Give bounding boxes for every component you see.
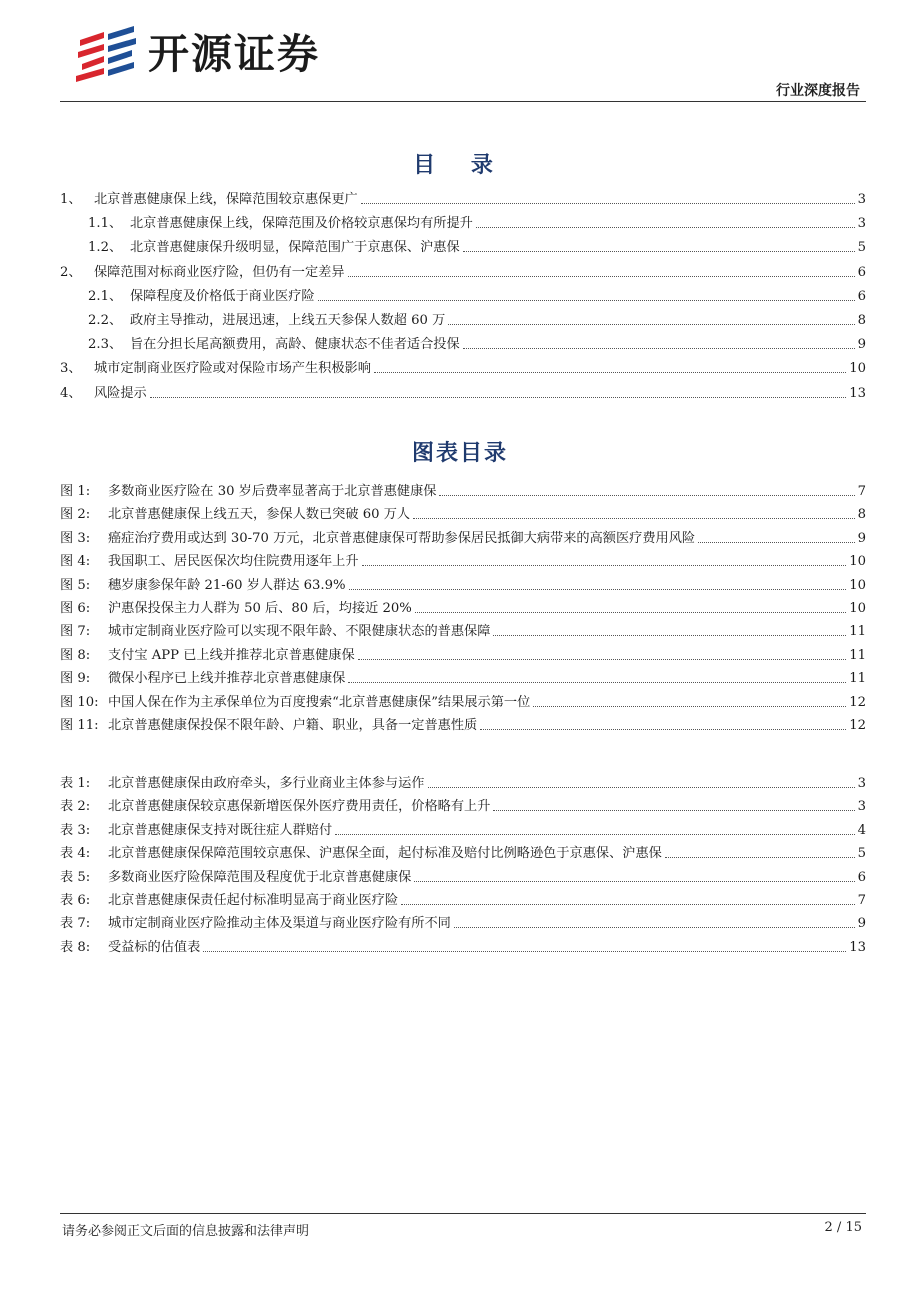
table-entry-page: 13 [849,939,866,955]
table-entry-title: 多数商业医疗险保障范围及程度优于北京普惠健康保 [108,869,412,885]
brand-name: 开源证券 [148,30,320,78]
toc-entry-number: 3、 [60,361,82,377]
figure-entry[interactable] [60,525,866,547]
toc-entry-page: 6 [857,288,866,304]
toc-entry-title: 北京普惠健康保上线，保障范围及价格较京惠保均有所提升 [130,216,473,232]
table-entry[interactable] [60,887,866,909]
figure-entry-number: 图 7: [60,624,91,640]
toc-entry-page: 5 [857,240,866,256]
toc-entry-title: 城市定制商业医疗险或对保险市场产生积极影响 [94,361,371,377]
dot-leader [414,881,854,882]
toc-entry-page: 9 [857,337,866,353]
page-number: 2 / 15 [824,1220,862,1235]
table-entry[interactable] [60,864,866,886]
figure-entry-title: 北京普惠健康保投保不限年龄、户籍、职业，具备一定普惠性质 [108,718,478,733]
figure-entry-number: 图 6: [60,601,91,616]
table-entry-page: 3 [857,776,866,791]
dot-leader [463,348,855,349]
figure-entry[interactable] [60,548,866,570]
dot-leader [476,227,855,228]
figure-entry[interactable] [60,642,866,664]
toc-entry[interactable] [60,380,866,402]
toc-entry-title: 保障范围对标商业医疗险，但仍有一定差异 [94,264,345,280]
figure-entry-number: 图 10: [60,694,99,710]
toc-entry-number: 4、 [60,385,82,401]
dot-leader [463,251,855,252]
dot-leader [318,300,855,301]
figure-entry-title: 多数商业医疗险在 30 岁后费率显著高于北京普惠健康保 [108,484,437,499]
table-entry-number: 表 4: [60,846,91,862]
toc-entry-title: 政府主导推动，进展迅速，上线五天参保人数超 60 万 [130,313,446,328]
table-entry-number: 表 1: [60,776,91,791]
table-entry[interactable] [60,934,866,956]
header-divider [60,101,866,102]
toc-entry-number: 2、 [60,264,82,280]
dot-leader [698,542,855,543]
table-entry-title: 城市定制商业医疗险推动主体及渠道与商业医疗险有所不同 [108,916,451,932]
table-entry[interactable] [60,840,866,862]
table-entry-number: 表 8: [60,939,91,955]
toc-entry-page: 6 [857,264,866,280]
figure-entry-page: 11 [849,647,866,663]
figure-entry-title: 北京普惠健康保上线五天，参保人数已突破 60 万人 [108,507,411,523]
toc-entry[interactable] [88,210,866,232]
toc-entry-page: 3 [857,192,866,207]
dot-leader [533,706,846,707]
dot-leader [349,589,847,590]
toc-title: 目 录 [413,153,507,178]
figure-entry-page: 7 [857,484,866,499]
figure-entry-title: 癌症治疗费用或达到 30-70 万元，北京普惠健康保可帮助参保居民抵御大病带来的高额医疗费用风险 [108,530,696,546]
toc-entry-page: 8 [857,313,866,328]
table-entry[interactable] [60,817,866,839]
page-header [60,22,866,102]
figure-entry[interactable] [60,712,866,734]
dot-leader [358,659,847,660]
dot-leader [348,682,846,683]
toc-entry-page: 10 [849,361,866,377]
toc-entry-number: 1.1、 [88,216,123,232]
footer-disclaimer: 请务必参阅正文后面的信息披露和法律声明 [62,1224,310,1239]
toc-entry[interactable] [88,283,866,305]
figure-entry-number: 图 1: [60,484,91,499]
table-entry-title: 北京普惠健康保由政府牵头，多行业商业主体参与运作 [108,776,425,791]
toc-entry-title: 北京普惠健康保上线，保障范围较京惠保更广 [94,192,358,207]
figure-entry[interactable] [60,501,866,523]
figure-entry-page: 10 [849,601,866,616]
table-entry-page: 9 [857,916,866,932]
table-entry-page: 5 [857,846,866,862]
figure-entry-page: 11 [849,624,866,640]
dot-leader [448,324,854,325]
dot-leader [150,397,846,398]
table-entry-number: 表 2: [60,799,91,815]
toc-entry-page: 3 [857,216,866,232]
figure-entry-page: 10 [849,577,866,593]
dot-leader [480,729,846,730]
figure-entry-number: 图 5: [60,577,91,593]
table-entry-number: 表 7: [60,916,91,932]
table-entry-page: 7 [857,893,866,908]
toc-entry-title: 旨在分担长尾高额费用，高龄、健康状态不佳者适合投保 [130,337,460,353]
figure-entry-number: 图 9: [60,671,91,687]
table-entry-number: 表 5: [60,869,91,885]
table-entry-page: 4 [857,822,866,838]
table-entry-title: 北京普惠健康保较京惠保新增医保外医疗费用责任，价格略有上升 [108,799,491,815]
figure-entry-title: 沪惠保投保主力人群为 50 后、80 后，均接近 20% [108,601,412,616]
dot-leader [361,203,855,204]
dot-leader [665,857,855,858]
dot-leader [203,951,846,952]
toc-entry[interactable] [60,355,866,377]
figure-entry-title: 我国职工、居民医保次均住院费用逐年上升 [108,554,359,570]
figure-entry-title: 微保小程序已上线并推荐北京普惠健康保 [108,671,346,687]
table-entry-title: 北京普惠健康保保障范围较京惠保、沪惠保全面，起付标准及赔付比例略逊色于京惠保、沪惠保 [108,846,662,862]
toc-entry-title: 保障程度及价格低于商业医疗险 [130,288,315,304]
report-type-label: 行业深度报告 [776,83,860,99]
figure-entry[interactable] [60,618,866,640]
toc-entry[interactable] [60,186,866,208]
table-entry[interactable] [60,793,866,815]
table-entry-number: 表 3: [60,822,91,838]
dot-leader [493,635,846,636]
toc-entry-number: 2.3、 [88,337,123,353]
figure-entry[interactable] [60,665,866,687]
kaiyuan-logo-icon [74,26,138,82]
dot-leader [428,787,855,788]
toc-entry[interactable] [88,234,866,256]
toc-entry-number: 1、 [60,192,82,207]
toc-entry[interactable] [88,331,866,353]
toc-entry-number: 2.2、 [88,313,123,328]
table-entry-page: 3 [857,799,866,815]
figure-entry-page: 9 [857,530,866,546]
table-entry-title: 北京普惠健康保支持对既往症人群赔付 [108,822,333,838]
figure-entry-title: 穗岁康参保年龄 21-60 岁人群达 63.9% [108,577,346,593]
figure-entry-number: 图 8: [60,647,91,663]
figure-entry-title: 城市定制商业医疗险可以实现不限年龄、不限健康状态的普惠保障 [108,624,491,640]
figure-entry-page: 11 [849,671,866,687]
dot-leader [401,904,854,905]
dot-leader [374,372,846,373]
figure-entry-number: 图 2: [60,507,91,523]
toc-entry[interactable] [60,259,866,281]
figure-entry[interactable] [60,478,866,500]
figure-entry-page: 12 [849,718,866,733]
dot-leader [362,565,847,566]
dot-leader [454,927,855,928]
figure-entry[interactable] [60,572,866,594]
figure-entry-number: 图 4: [60,554,91,570]
dot-leader [335,834,854,835]
figure-list-title: 图表目录 [411,441,508,466]
table-entry[interactable] [60,770,866,792]
figure-entry-page: 10 [849,554,866,570]
table-entry[interactable] [60,910,866,932]
figure-entry[interactable] [60,595,866,617]
figure-entry[interactable] [60,689,866,711]
dot-leader [413,518,855,519]
table-entry-title: 受益标的估值表 [108,939,201,955]
dot-leader [348,276,855,277]
dot-leader [439,495,854,496]
figure-entry-number: 图 11: [60,718,99,733]
footer-divider [60,1213,866,1214]
toc-entry-page: 13 [849,385,866,401]
figure-entry-title: 支付宝 APP 已上线并推荐北京普惠健康保 [108,647,355,663]
dot-leader [493,810,854,811]
figure-entry-number: 图 3: [60,530,91,546]
toc-entry-title: 北京普惠健康保升级明显，保障范围广于京惠保、沪惠保 [130,240,460,256]
figure-entry-page: 8 [857,507,866,523]
toc-entry[interactable] [88,307,866,329]
figure-entry-title: 中国人保在作为主承保单位为百度搜索“北京普惠健康保”结果展示第一位 [108,694,531,710]
table-entry-page: 6 [857,869,866,885]
toc-entry-title: 风险提示 [94,385,147,401]
dot-leader [415,612,846,613]
table-entry-title: 北京普惠健康保责任起付标准明显高于商业医疗险 [108,893,399,908]
figure-entry-page: 12 [849,694,866,710]
toc-entry-number: 2.1、 [88,288,123,304]
toc-entry-number: 1.2、 [88,240,123,256]
table-entry-number: 表 6: [60,893,91,908]
